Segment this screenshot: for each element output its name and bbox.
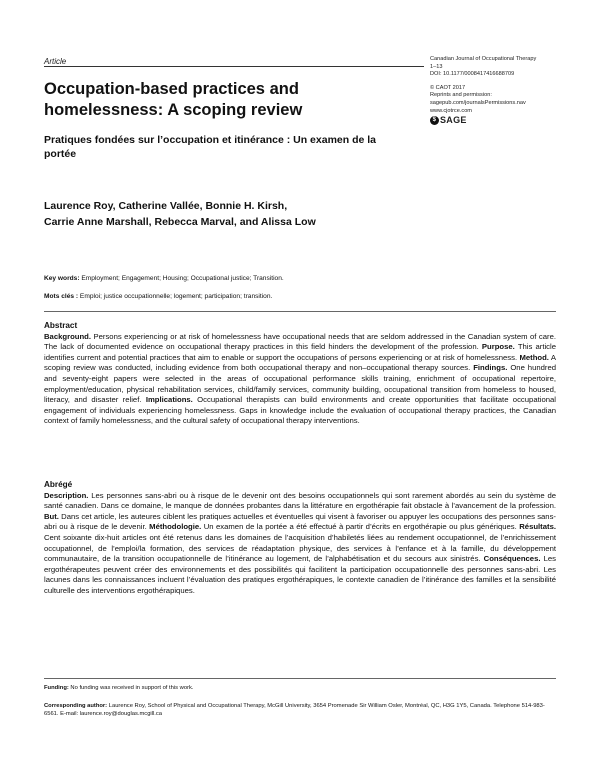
journal-copyright: © CAOT 2017 — [430, 84, 466, 91]
abstract-body: Background. Persons experiencing or at risk of homelessness have occupational needs that are seldom addressed in the Canadian system of care. The lack of documented evidence on occupational therapy practices in this field hinders the development of the profession. Purpose. This article identifies current and potential practices that aim to enable or support the occupations of persons experiencing or at risk of homelessness. Method. A scoping review was conducted, including evidence from both occupational therapy and non–occupational therapy sources. Findings. One hundred and seventy-eight papers were selected in the areas of occupational performance skills training, enrichment of occupational repertoire, employment/education, physical rehabilitation services, child/family services, community building, occupational transition from homeless to housed, literacy, and disaster relief. Implications. Occupational therapists can build environments and create opportunities that facilitate occupational engagement of individuals experiencing homelessness. Gaps in knowledge include the evaluation of occupational therapy practices, the Canadian context of family homelessness, and the cultural safety of occupational therapy interventions. — [44, 331, 557, 426]
keywords-text-fr: Emploi; justice occupationnelle; logement; participation; transition. — [79, 293, 273, 300]
journal-reprints: Reprints and permission: — [430, 92, 492, 99]
author-line: Carrie Anne Marshall, Rebecca Marval, and Alissa Low — [44, 216, 316, 228]
author-line: Laurence Roy, Catherine Vallée, Bonnie H. Kirsh, — [44, 200, 288, 212]
journal-pages: 1–13 — [430, 63, 443, 70]
abrege-body: Description. Les personnes sans-abri ou à risque de le devenir ont des besoins occupationnels qui sont rarement abordés au sein du système de santé canadien. Dans ce domaine, le manque de données probantes dans la littérature en ergothérapie fait obstacle à l’avancement de la profession. But. Dans cet article, les auteures ciblent les pratiques actuelles et éventuelles qui visent à favoriser ou appuyer les occupations des personnes sans-abri ou à risque de le devenir. Méthodologie. Un examen de la portée a été effectué à partir d’écrits en ergothérapie ou plus génériques. Résultats. Cent soixante dix-huit articles ont été retenus dans les domaines de l’acquisition d’habiletés liées au rendement occupationnel, de l’enrichissement occupationnel, de l’emploi/la formation, des services de réadaptation physique, des services à l’enfance et à la famille, du développement communautaire, de la transition occupationnelle de l’itinérance au logement, de l’alphabétisation et du secours aux sinistrés. Conséquences. Les ergothérapeutes peuvent créer des environnements et des possibilités qui facilitent la participation occupationnelle des personnes sans-abri. Les lacunes dans les connaissances incluent l’évaluation des pratiques ergothérapiques, le contexte canadien de l’itinérance des familles et la sensibilité culturelle des interventions ergothérapiques. — [44, 490, 556, 595]
keywords-label-fr: Mots clés : — [44, 293, 79, 300]
corresponding-author — [44, 702, 556, 718]
funding-note — [44, 684, 556, 692]
abrege-heading: Abrégé — [44, 480, 73, 489]
journal-info — [430, 56, 580, 125]
keywords-label: Key words: — [44, 275, 80, 282]
publisher-logo: $ SAGE — [430, 116, 467, 125]
sage-icon: $ — [430, 116, 439, 125]
divider — [44, 311, 556, 312]
article-type-label: Article — [44, 57, 67, 66]
header-rule — [44, 66, 424, 67]
journal-permissions-link[interactable]: sagepub.com/journalsPermissions.nav — [430, 99, 526, 106]
abstract-heading: Abstract — [44, 321, 78, 330]
funding-text: No funding was received in support of this work. — [70, 685, 194, 691]
author-list — [44, 198, 404, 230]
journal-doi[interactable]: DOI: 10.1177/0008417416688709 — [430, 71, 515, 78]
funding-label: Funding: — [44, 685, 69, 691]
corresponding-text: Laurence Roy, School of Physical and Occupational Therapy, McGill University, 3654 Promenade Sir William Osler, Montréal, QC, H3G 1Y5, Canada. Telephone 514-983-6561. E-mail: laurence.roy@douglas.mcgill.ca — [44, 703, 545, 717]
journal-website-link[interactable]: www.cjotrce.com — [430, 107, 472, 114]
abrege-section — [44, 480, 556, 597]
journal-name: Canadian Journal of Occupational Therapy — [430, 56, 537, 62]
keywords-text: Employment; Engagement; Housing; Occupational justice; Transition. — [81, 275, 284, 282]
article-title-french: Pratiques fondées sur l’occupation et itinérance : Un examen de la portée — [44, 134, 377, 160]
keywords-french — [44, 293, 564, 301]
article-title: Occupation-based practices and homelessness: A scoping review — [44, 80, 303, 119]
abstract-section — [44, 321, 556, 427]
keywords-english — [44, 275, 564, 283]
corresponding-label: Corresponding author: — [44, 703, 108, 709]
footer-divider — [44, 678, 556, 679]
